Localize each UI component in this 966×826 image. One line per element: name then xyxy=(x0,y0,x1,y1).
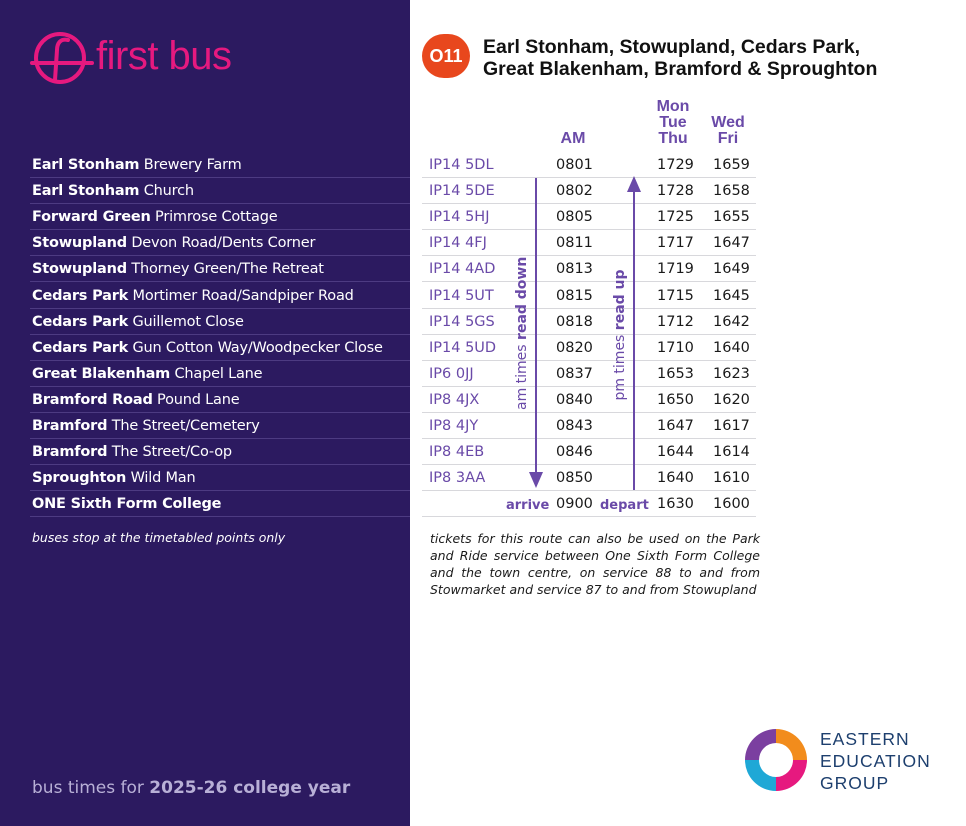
postcode: IP14 5UT xyxy=(429,287,494,304)
pm-arrow-line xyxy=(633,188,635,490)
wed-fri-time: 1640 xyxy=(713,339,750,356)
mon-tue-thu-time: 1729 xyxy=(657,157,694,173)
am-read-down-label: am times read down xyxy=(514,256,530,410)
postcode: IP8 3AA xyxy=(429,470,486,487)
wed-fri-time: 1642 xyxy=(713,313,750,330)
header-am: AM xyxy=(560,130,586,147)
mon-tue-thu-time: 1712 xyxy=(657,313,694,330)
postcode: IP14 5HJ xyxy=(429,209,490,226)
postcode: IP14 5GS xyxy=(429,313,495,330)
postcode: IP6 0JJ xyxy=(429,365,474,382)
stop-row xyxy=(0,309,410,335)
stop-row xyxy=(0,230,410,256)
stop-row xyxy=(0,413,410,439)
stop-name: Cedars Park Guillemot Close xyxy=(32,313,244,330)
arrive-label: arrive xyxy=(506,498,550,514)
mon-tue-thu-time: 1630 xyxy=(657,496,694,513)
table-row xyxy=(422,256,756,282)
stop-row xyxy=(0,439,410,465)
stop-row xyxy=(0,178,410,204)
table-row xyxy=(422,335,756,361)
stop-name: Great Blakenham Chapel Lane xyxy=(32,365,263,382)
am-time: 0802 xyxy=(556,183,593,200)
wed-fri-time: 1610 xyxy=(713,470,750,487)
header-wed-fri: Wed Fri xyxy=(711,114,745,147)
row-divider xyxy=(30,516,410,517)
am-time: 0815 xyxy=(556,287,593,304)
am-time: 0846 xyxy=(556,444,593,461)
stop-name: Stowupland Thorney Green/The Retreat xyxy=(32,261,324,278)
am-time: 0801 xyxy=(556,157,593,173)
postcode: IP8 4JX xyxy=(429,391,480,408)
wed-fri-time: 1623 xyxy=(713,365,750,382)
stop-row xyxy=(0,152,410,178)
stop-name: Sproughton Wild Man xyxy=(32,470,196,487)
wed-fri-time: 1620 xyxy=(713,391,750,408)
am-time: 0818 xyxy=(556,313,593,330)
stop-name: Earl Stonham Church xyxy=(32,183,194,200)
mon-tue-thu-time: 1728 xyxy=(657,183,694,200)
postcode: IP14 4AD xyxy=(429,261,496,278)
stop-row xyxy=(0,361,410,387)
am-time: 0900 xyxy=(556,496,593,513)
postcode: IP8 4EB xyxy=(429,444,485,461)
am-time: 0805 xyxy=(556,209,593,226)
stop-row xyxy=(0,256,410,282)
wed-fri-time: 1659 xyxy=(713,157,750,173)
stop-name: Bramford Road Pound Lane xyxy=(32,391,240,408)
wed-fri-time: 1645 xyxy=(713,287,750,304)
table-row xyxy=(422,387,756,413)
arrow-down-icon xyxy=(529,472,543,488)
mon-tue-thu-time: 1650 xyxy=(657,391,694,408)
wed-fri-time: 1600 xyxy=(713,496,750,513)
table-row xyxy=(422,439,756,465)
eastern-education-group-name: EASTERN EDUCATION GROUP xyxy=(820,729,931,793)
stop-name: Cedars Park Gun Cotton Way/Woodpecker Close xyxy=(32,339,383,356)
table-row xyxy=(422,465,756,491)
am-time: 0811 xyxy=(556,235,593,252)
mon-tue-thu-time: 1717 xyxy=(657,235,694,252)
am-arrow-line xyxy=(535,178,537,476)
route-title: Earl Stonham, Stowupland, Cedars Park, Great Blakenham, Bramford & Sproughton xyxy=(483,36,878,80)
table-row xyxy=(422,491,756,517)
footer-text: bus times for 2025-26 college year xyxy=(32,778,351,798)
header-mon-tue-thu: Mon Tue Thu xyxy=(656,98,690,147)
postcode: IP14 4FJ xyxy=(429,235,487,252)
wed-fri-time: 1647 xyxy=(713,235,750,252)
am-time: 0820 xyxy=(556,339,593,356)
brand-name: first bus xyxy=(96,34,232,78)
postcode: IP14 5DE xyxy=(429,183,495,200)
am-time: 0843 xyxy=(556,418,593,434)
mon-tue-thu-time: 1653 xyxy=(657,365,694,382)
postcode: IP14 5DL xyxy=(429,157,494,173)
am-time: 0837 xyxy=(556,365,593,382)
table-row xyxy=(422,178,756,204)
wed-fri-time: 1649 xyxy=(713,261,750,278)
mon-tue-thu-time: 1715 xyxy=(657,287,694,304)
stop-name: Bramford The Street/Cemetery xyxy=(32,418,260,434)
wed-fri-time: 1617 xyxy=(713,418,750,434)
mon-tue-thu-time: 1719 xyxy=(657,261,694,278)
stop-name: ONE Sixth Form College xyxy=(32,496,222,513)
stop-row xyxy=(0,465,410,491)
route-badge: O11 xyxy=(422,34,470,78)
row-divider xyxy=(422,516,756,517)
stop-name: Earl Stonham Brewery Farm xyxy=(32,157,242,173)
arrow-up-icon xyxy=(627,176,641,192)
stop-row xyxy=(0,387,410,413)
mon-tue-thu-time: 1710 xyxy=(657,339,694,356)
postcode: IP14 5UD xyxy=(429,339,497,356)
table-row xyxy=(422,283,756,309)
postcode: IP8 4JY xyxy=(429,418,479,434)
am-time: 0850 xyxy=(556,470,593,487)
mon-tue-thu-time: 1644 xyxy=(657,444,694,461)
tickets-note: tickets for this route can also be used on the Park and Ride service between One Sixth Form College and the town centre, on service 88 to and from Stowmarket and service 87 to and from Stowupland xyxy=(430,531,760,597)
left-panel xyxy=(0,0,410,826)
am-time: 0840 xyxy=(556,391,593,408)
table-row xyxy=(422,413,756,439)
wed-fri-time: 1658 xyxy=(713,183,750,200)
pm-read-up-label: pm times read up xyxy=(612,269,628,401)
table-row xyxy=(422,361,756,387)
stop-name: Stowupland Devon Road/Dents Corner xyxy=(32,235,316,252)
stop-name: Cedars Park Mortimer Road/Sandpiper Road xyxy=(32,287,354,304)
stop-row xyxy=(0,335,410,361)
stop-row xyxy=(0,283,410,309)
am-time: 0813 xyxy=(556,261,593,278)
stop-note: buses stop at the timetabled points only xyxy=(32,530,286,545)
eastern-education-group-logo-icon xyxy=(741,725,811,795)
mon-tue-thu-time: 1640 xyxy=(657,470,694,487)
depart-label: depart xyxy=(600,498,649,514)
stop-row xyxy=(0,491,410,517)
stop-name: Forward Green Primrose Cottage xyxy=(32,209,278,226)
mon-tue-thu-time: 1725 xyxy=(657,209,694,226)
table-row xyxy=(422,230,756,256)
mon-tue-thu-time: 1647 xyxy=(657,418,694,434)
table-row xyxy=(422,152,756,178)
stop-row xyxy=(0,204,410,230)
stop-name: Bramford The Street/Co-op xyxy=(32,444,232,461)
wed-fri-time: 1614 xyxy=(713,444,750,461)
wed-fri-time: 1655 xyxy=(713,209,750,226)
table-row xyxy=(422,309,756,335)
table-row xyxy=(422,204,756,230)
